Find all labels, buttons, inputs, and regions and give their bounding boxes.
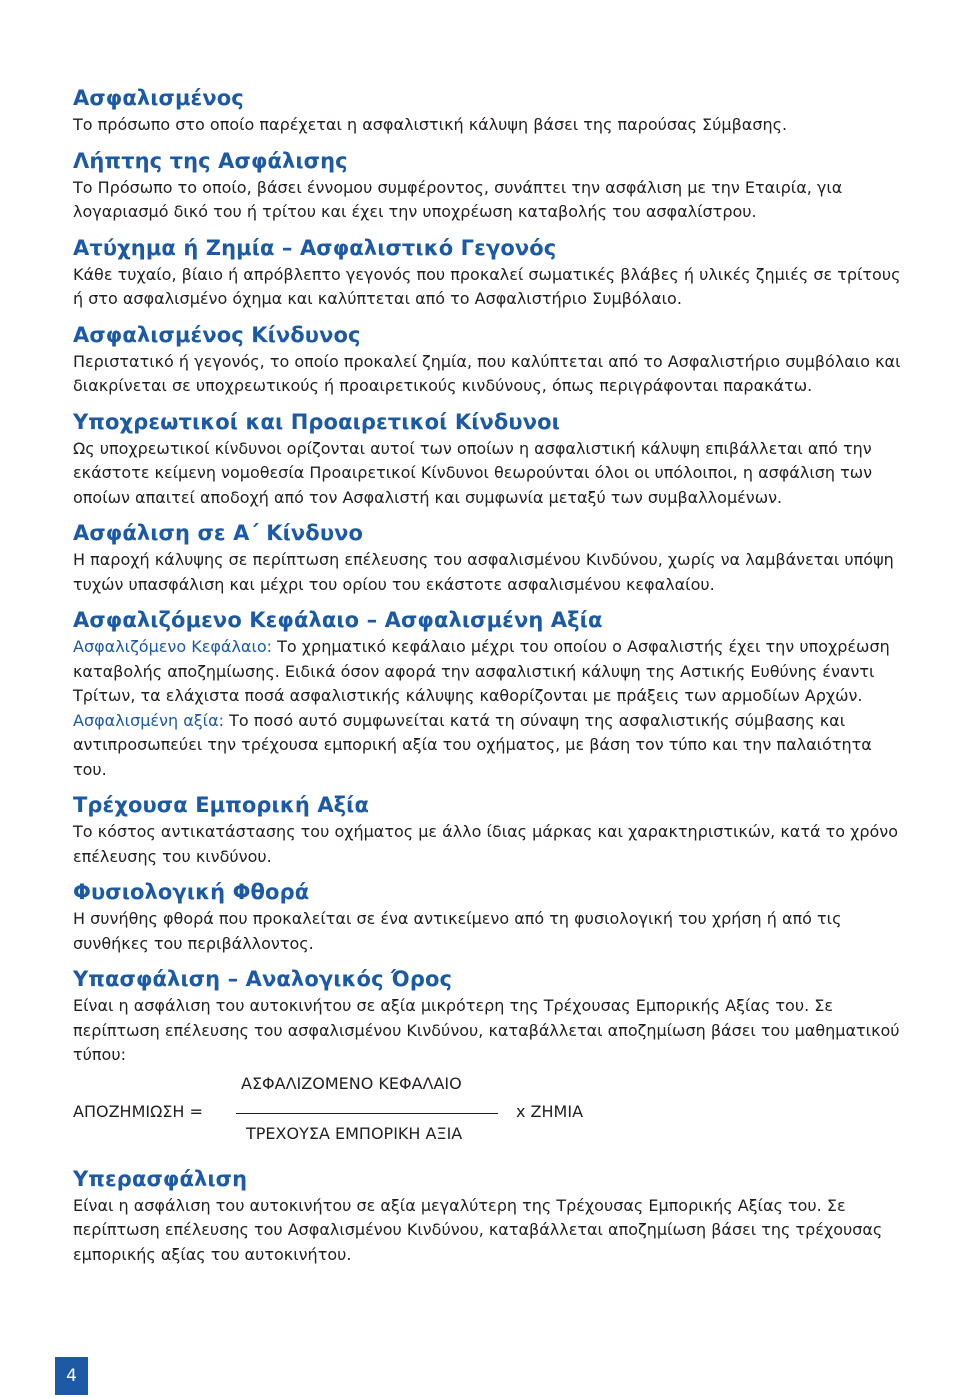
section-current-market-value bbox=[73, 790, 903, 869]
formula-numerator: ΑΣΦΑΛΙΖΟΜΕΝΟ ΚΕΦΑΛΑΙΟ bbox=[241, 1073, 462, 1093]
section-text: Ως υποχρεωτικοί κίνδυνοι ορίζονται αυτοί των οποίων η ασφαλιστική κάλυψη επιβάλλεται από την εκάστοτε κείμενη νομοθεσία Προαιρετικοί Κίνδυνοι θεωρούνται όλοι οι υπόλοιποι, η ασφάλιση των οποίων απαιτεί αποδοχή από τον Ασφαλιστή και συμφωνία μεταξύ των συμβαλλομένων. bbox=[73, 438, 873, 507]
section-text: Η συνήθης φθορά που προκαλείται σε ένα αντικείμενο από τη φυσιολογική του χρήση ή από τις συνθήκες του περιβάλλοντος. bbox=[73, 909, 842, 953]
section-insured-capital bbox=[73, 605, 903, 782]
page-number: 4 bbox=[55, 1357, 88, 1395]
section-normal-wear bbox=[73, 877, 903, 956]
section-heading: Υπερασφάλιση bbox=[73, 1166, 248, 1191]
section-heading: Ασφαλισμένος bbox=[73, 86, 244, 110]
section-insured bbox=[73, 83, 903, 138]
section-text: Είναι η ασφάλιση του αυτοκινήτου σε αξία μεγαλύτερη της Τρέχουσας Εμπορικής Αξίας του. Σε περίπτωση επέλευσης του Ασφαλισμένου Κινδύνου, καταβάλλεται αποζημίωση βάσει της τρέχουσας εμπορικής αξίας του αυτοκινήτου. bbox=[73, 1195, 883, 1264]
section-heading: Ασφαλιζόμενο Κεφάλαιο – Ασφαλισμένη Αξία bbox=[73, 608, 603, 632]
document-body bbox=[73, 83, 903, 1275]
section-mandatory-optional-risks bbox=[73, 407, 903, 511]
section-accident bbox=[73, 233, 903, 312]
section-underinsurance bbox=[73, 964, 903, 1156]
term-definition: Το χρηματικό κεφάλαιο μέχρι του οποίου ο Ασφαλιστής έχει την υποχρέωση καταβολής αποζημίωσης. Ειδικά όσον αφορά την ασφαλιστική κάλυψη της Αστικής Ευθύνης έναντι Τρίτων, τα ελάχιστα ποσά ασφαλιστικής κάλυψης καθορίζονται με πράξεις των αρμοδίων Αρχών. bbox=[73, 637, 890, 705]
section-policyholder bbox=[73, 146, 903, 225]
section-first-risk bbox=[73, 518, 903, 597]
section-text: Είναι η ασφάλιση του αυτοκινήτου σε αξία μικρότερη της Τρέχουσας Εμπορικής Αξίας του. Σε περίπτωση επέλευσης του ασφαλισμένου Κινδύνου, καταβάλλεται αποζημίωση βάσει του μαθηματικού τύπου: bbox=[73, 996, 900, 1064]
section-overinsurance bbox=[73, 1164, 903, 1268]
section-text bbox=[73, 635, 903, 709]
fraction-line bbox=[236, 1113, 498, 1114]
term-label: Ασφαλιζόμενο Κεφάλαιο: bbox=[73, 637, 273, 656]
section-text: Το πρόσωπο στο οποίο παρέχεται η ασφαλιστική κάλυψη βάσει της παρούσας Σύμβασης. bbox=[73, 115, 788, 134]
formula-denominator: ΤΡΕΧΟΥΣΑ ΕΜΠΟΡΙΚΗ ΑΞΙΑ bbox=[246, 1123, 463, 1143]
term-label: Ασφαλισμένη αξία: bbox=[73, 710, 225, 730]
section-text bbox=[73, 709, 903, 783]
section-text: Η παροχή κάλυψης σε περίπτωση επέλευσης του ασφαλισμένου Κινδύνου, χωρίς να λαμβάνεται υπόψη τυχών υπασφάλιση και μέχρι του ορίου του εκάστοτε ασφαλισμένου κεφαλαίου. bbox=[73, 550, 894, 594]
compensation-formula bbox=[73, 1074, 903, 1156]
section-heading: Υπασφάλιση – Αναλογικός Όρος bbox=[73, 967, 453, 991]
formula-lhs: ΑΠΟΖΗΜΙΩΣΗ = bbox=[73, 1101, 203, 1121]
section-heading: Ασφαλισμένος Κίνδυνος bbox=[73, 322, 361, 347]
section-heading: Ατύχημα ή Ζημία – Ασφαλιστικό Γεγονός bbox=[73, 235, 557, 260]
section-text: Το Πρόσωπο το οποίο, βάσει έννομου συμφέροντος, συνάπτει την ασφάλιση με την Εταιρία, για λογαριασμό δικό του ή τρίτου και έχει την υποχρέωση καταβολής του ασφαλίστρου. bbox=[73, 177, 843, 221]
section-heading: Φυσιολογική Φθορά bbox=[73, 880, 310, 904]
section-text: Περιστατικό ή γεγονός, το οποίο προκαλεί ζημία, που καλύπτεται από το Ασφαλιστήριο συμβόλαιο και διακρίνεται σε υποχρεωτικούς ή προαιρετικούς κινδύνους, όπως περιγράφονται παρακάτω. bbox=[73, 351, 901, 395]
section-insured-risk bbox=[73, 320, 903, 399]
term-definition: Το ποσό αυτό συμφωνείται κατά τη σύναψη της ασφαλιστικής σύμβασης και αντιπροσωπεύει την τρέχουσα εμπορική αξία του οχήματος, με βάση τον τύπο και την παλαιότητα του. bbox=[73, 710, 872, 779]
formula-rhs: x ΖΗΜΙΑ bbox=[516, 1101, 584, 1121]
section-heading: Τρέχουσα Εμπορική Αξία bbox=[73, 793, 369, 817]
section-heading: Λήπτης της Ασφάλισης bbox=[73, 148, 348, 173]
section-text: Το κόστος αντικατάστασης του οχήματος με άλλο ίδιας μάρκας και χαρακτηριστικών, κατά το χρόνο επέλευσης του κινδύνου. bbox=[73, 822, 899, 866]
section-text: Κάθε τυχαίο, βίαιο ή απρόβλεπτο γεγονός που προκαλεί σωματικές βλάβες ή υλικές ζημιές σε τρίτους ή στο ασφαλισμένο όχημα και καλύπτεται από το Ασφαλιστήριο Συμβόλαιο. bbox=[73, 264, 901, 308]
section-heading: Υποχρεωτικοί και Προαιρετικοί Κίνδυνοι bbox=[73, 409, 560, 434]
section-heading: Ασφάλιση σε Α΄ Κίνδυνο bbox=[73, 521, 364, 545]
